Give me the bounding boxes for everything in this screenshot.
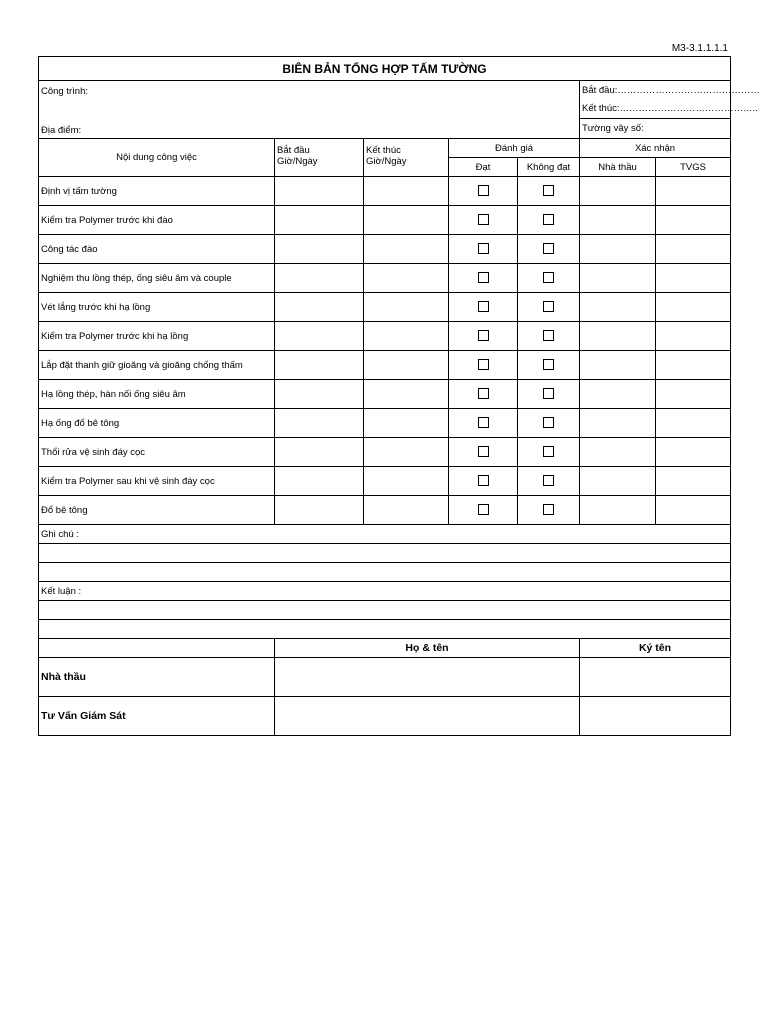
dat-checkbox[interactable] [478, 417, 489, 428]
task-label: Vét lắng trước khi hạ lồng [39, 293, 275, 322]
khong-dat-checkbox[interactable] [543, 301, 554, 312]
signature-header-blank [39, 639, 275, 658]
dat-checkbox-cell [449, 177, 518, 206]
tvgs-confirm-cell[interactable] [656, 409, 731, 438]
task-label: Công tác đào [39, 235, 275, 264]
task-label: Thổi rửa vệ sinh đáy cọc [39, 438, 275, 467]
task-end-time[interactable] [364, 496, 449, 525]
tvgs-confirm-cell[interactable] [656, 380, 731, 409]
khong-dat-checkbox-cell [518, 264, 580, 293]
header-noi-dung: Nội dung công việc [39, 139, 275, 177]
khong-dat-checkbox[interactable] [543, 243, 554, 254]
task-end-time[interactable] [364, 467, 449, 496]
ket-luan-label: Kết luận : [39, 582, 731, 601]
header-tvgs: TVGS [656, 158, 731, 177]
inspection-form [38, 56, 760, 736]
khong-dat-checkbox[interactable] [543, 504, 554, 515]
task-end-time[interactable] [364, 322, 449, 351]
tvgs-name-field[interactable] [275, 697, 580, 736]
header-danh-gia: Đánh giá [449, 139, 580, 158]
tvgs-confirm-cell[interactable] [656, 438, 731, 467]
nha-thau-confirm-cell[interactable] [580, 322, 656, 351]
task-row [39, 496, 731, 525]
task-end-time[interactable] [364, 438, 449, 467]
header-ket-thuc [364, 139, 449, 177]
task-end-time[interactable] [364, 293, 449, 322]
task-label: Kiểm tra Polymer trước khi hạ lồng [39, 322, 275, 351]
nha-thau-confirm-cell[interactable] [580, 293, 656, 322]
dat-checkbox[interactable] [478, 243, 489, 254]
khong-dat-checkbox-cell [518, 293, 580, 322]
dat-checkbox-cell [449, 409, 518, 438]
nha-thau-confirm-cell[interactable] [580, 467, 656, 496]
task-end-time[interactable] [364, 177, 449, 206]
dat-checkbox[interactable] [478, 504, 489, 515]
nha-thau-confirm-cell[interactable] [580, 351, 656, 380]
header-bat-dau [275, 139, 364, 177]
task-row [39, 409, 731, 438]
task-row [39, 351, 731, 380]
khong-dat-checkbox-cell [518, 496, 580, 525]
dat-checkbox[interactable] [478, 388, 489, 399]
khong-dat-checkbox-cell [518, 177, 580, 206]
dat-checkbox-cell [449, 380, 518, 409]
header-bat-dau-sub: Giờ/Ngày [277, 156, 318, 167]
task-end-time[interactable] [364, 235, 449, 264]
header-dat: Đạt [449, 158, 518, 177]
dat-checkbox-cell [449, 293, 518, 322]
ket-luan-line[interactable] [39, 620, 731, 639]
nha-thau-name-field[interactable] [275, 658, 580, 697]
tvgs-confirm-cell[interactable] [656, 235, 731, 264]
tvgs-confirm-cell[interactable] [656, 351, 731, 380]
khong-dat-checkbox[interactable] [543, 214, 554, 225]
task-label: Định vị tấm tường [39, 177, 275, 206]
nha-thau-confirm-cell[interactable] [580, 496, 656, 525]
task-start-time[interactable] [275, 264, 364, 293]
task-label: Đổ bê tông [39, 496, 275, 525]
task-row [39, 467, 731, 496]
dat-checkbox-cell [449, 467, 518, 496]
khong-dat-checkbox-cell [518, 235, 580, 264]
khong-dat-checkbox-cell [518, 351, 580, 380]
dat-checkbox[interactable] [478, 359, 489, 370]
task-end-time[interactable] [364, 206, 449, 235]
task-start-time[interactable] [275, 177, 364, 206]
task-start-time[interactable] [275, 351, 364, 380]
task-row [39, 264, 731, 293]
dat-checkbox[interactable] [478, 301, 489, 312]
dat-checkbox[interactable] [478, 330, 489, 341]
khong-dat-checkbox-cell [518, 380, 580, 409]
task-end-time[interactable] [364, 409, 449, 438]
dat-checkbox-cell [449, 322, 518, 351]
task-row [39, 322, 731, 351]
header-bat-dau-label: Bắt đầu [277, 145, 310, 156]
nha-thau-confirm-cell[interactable] [580, 177, 656, 206]
tvgs-confirm-cell[interactable] [656, 467, 731, 496]
header-xac-nhan: Xác nhận [580, 139, 731, 158]
khong-dat-checkbox[interactable] [543, 272, 554, 283]
khong-dat-checkbox[interactable] [543, 388, 554, 399]
task-row [39, 235, 731, 264]
form-title: BIÊN BẢN TỔNG HỢP TẤM TƯỜNG [39, 57, 731, 81]
task-start-time[interactable] [275, 496, 364, 525]
task-start-time[interactable] [275, 409, 364, 438]
ky-ten-header: Ký tên [580, 639, 731, 658]
tvgs-signature-label: Tư Vấn Giám Sát [39, 697, 275, 736]
dat-checkbox[interactable] [478, 446, 489, 457]
nha-thau-confirm-cell[interactable] [580, 438, 656, 467]
tvgs-confirm-cell[interactable] [656, 177, 731, 206]
ghi-chu-line[interactable] [39, 544, 731, 563]
nha-thau-signature-label: Nhà thầu [39, 658, 275, 697]
task-label: Lắp đặt thanh giữ gioăng và gioăng chống thấm [39, 351, 275, 380]
header-ket-thuc-label: Kết thúc [366, 145, 401, 156]
task-end-time[interactable] [364, 351, 449, 380]
dat-checkbox[interactable] [478, 214, 489, 225]
task-label: Hạ lồng thép, hàn nối ống siêu âm [39, 380, 275, 409]
nha-thau-confirm-cell[interactable] [580, 264, 656, 293]
khong-dat-checkbox[interactable] [543, 359, 554, 370]
task-label: Kiểm tra Polymer sau khi vệ sinh đáy cọc [39, 467, 275, 496]
khong-dat-checkbox[interactable] [543, 330, 554, 341]
header-nha-thau: Nhà thầu [580, 158, 656, 177]
task-row [39, 206, 731, 235]
task-start-time[interactable] [275, 322, 364, 351]
dat-checkbox[interactable] [478, 475, 489, 486]
dat-checkbox-cell [449, 496, 518, 525]
dat-checkbox-cell [449, 351, 518, 380]
task-start-time[interactable] [275, 467, 364, 496]
nha-thau-signature-field[interactable] [580, 658, 731, 697]
khong-dat-checkbox-cell [518, 467, 580, 496]
dat-checkbox[interactable] [478, 272, 489, 283]
task-row [39, 438, 731, 467]
khong-dat-checkbox[interactable] [543, 475, 554, 486]
dat-checkbox-cell [449, 438, 518, 467]
ho-ten-header: Họ & tên [275, 639, 580, 658]
bat-dau-field: Bắt đầu:……………………………………… [580, 81, 731, 100]
dat-checkbox-cell [449, 206, 518, 235]
document-code: M3-3.1.1.1.1 [671, 43, 728, 54]
task-row [39, 177, 731, 206]
khong-dat-checkbox-cell [518, 438, 580, 467]
tuong-vay-field: Tường vây số: [580, 119, 731, 139]
task-start-time[interactable] [275, 293, 364, 322]
header-ket-thuc-sub: Giờ/Ngày [366, 156, 407, 167]
dat-checkbox-cell [449, 264, 518, 293]
project-info-cell [39, 81, 580, 139]
nha-thau-confirm-cell[interactable] [580, 380, 656, 409]
khong-dat-checkbox-cell [518, 409, 580, 438]
task-end-time[interactable] [364, 264, 449, 293]
dia-diem-label: Địa điểm: [41, 125, 82, 136]
task-row [39, 293, 731, 322]
khong-dat-checkbox-cell [518, 322, 580, 351]
nha-thau-confirm-cell[interactable] [580, 409, 656, 438]
khong-dat-checkbox[interactable] [543, 185, 554, 196]
task-start-time[interactable] [275, 235, 364, 264]
cong-trinh-label: Công trình: [41, 86, 88, 97]
nha-thau-confirm-cell[interactable] [580, 235, 656, 264]
task-start-time[interactable] [275, 206, 364, 235]
task-start-time[interactable] [275, 438, 364, 467]
task-end-time[interactable] [364, 380, 449, 409]
dat-checkbox[interactable] [478, 185, 489, 196]
khong-dat-checkbox[interactable] [543, 417, 554, 428]
task-row [39, 380, 731, 409]
ket-luan-line[interactable] [39, 601, 731, 620]
tvgs-signature-field[interactable] [580, 697, 731, 736]
ket-thuc-field: Kết thúc:…………………………………….. [580, 100, 731, 119]
tvgs-confirm-cell[interactable] [656, 293, 731, 322]
tvgs-confirm-cell[interactable] [656, 264, 731, 293]
dat-checkbox-cell [449, 235, 518, 264]
tvgs-confirm-cell[interactable] [656, 206, 731, 235]
task-label: Hạ ống đổ bê tông [39, 409, 275, 438]
task-label: Kiểm tra Polymer trước khi đào [39, 206, 275, 235]
header-khong-dat: Không đạt [518, 158, 580, 177]
task-label: Nghiệm thu lồng thép, ống siêu âm và couple [39, 264, 275, 293]
ghi-chu-line[interactable] [39, 563, 731, 582]
khong-dat-checkbox-cell [518, 206, 580, 235]
tvgs-confirm-cell[interactable] [656, 496, 731, 525]
nha-thau-confirm-cell[interactable] [580, 206, 656, 235]
tvgs-confirm-cell[interactable] [656, 322, 731, 351]
ghi-chu-label: Ghi chú : [39, 525, 731, 544]
khong-dat-checkbox[interactable] [543, 446, 554, 457]
task-start-time[interactable] [275, 380, 364, 409]
